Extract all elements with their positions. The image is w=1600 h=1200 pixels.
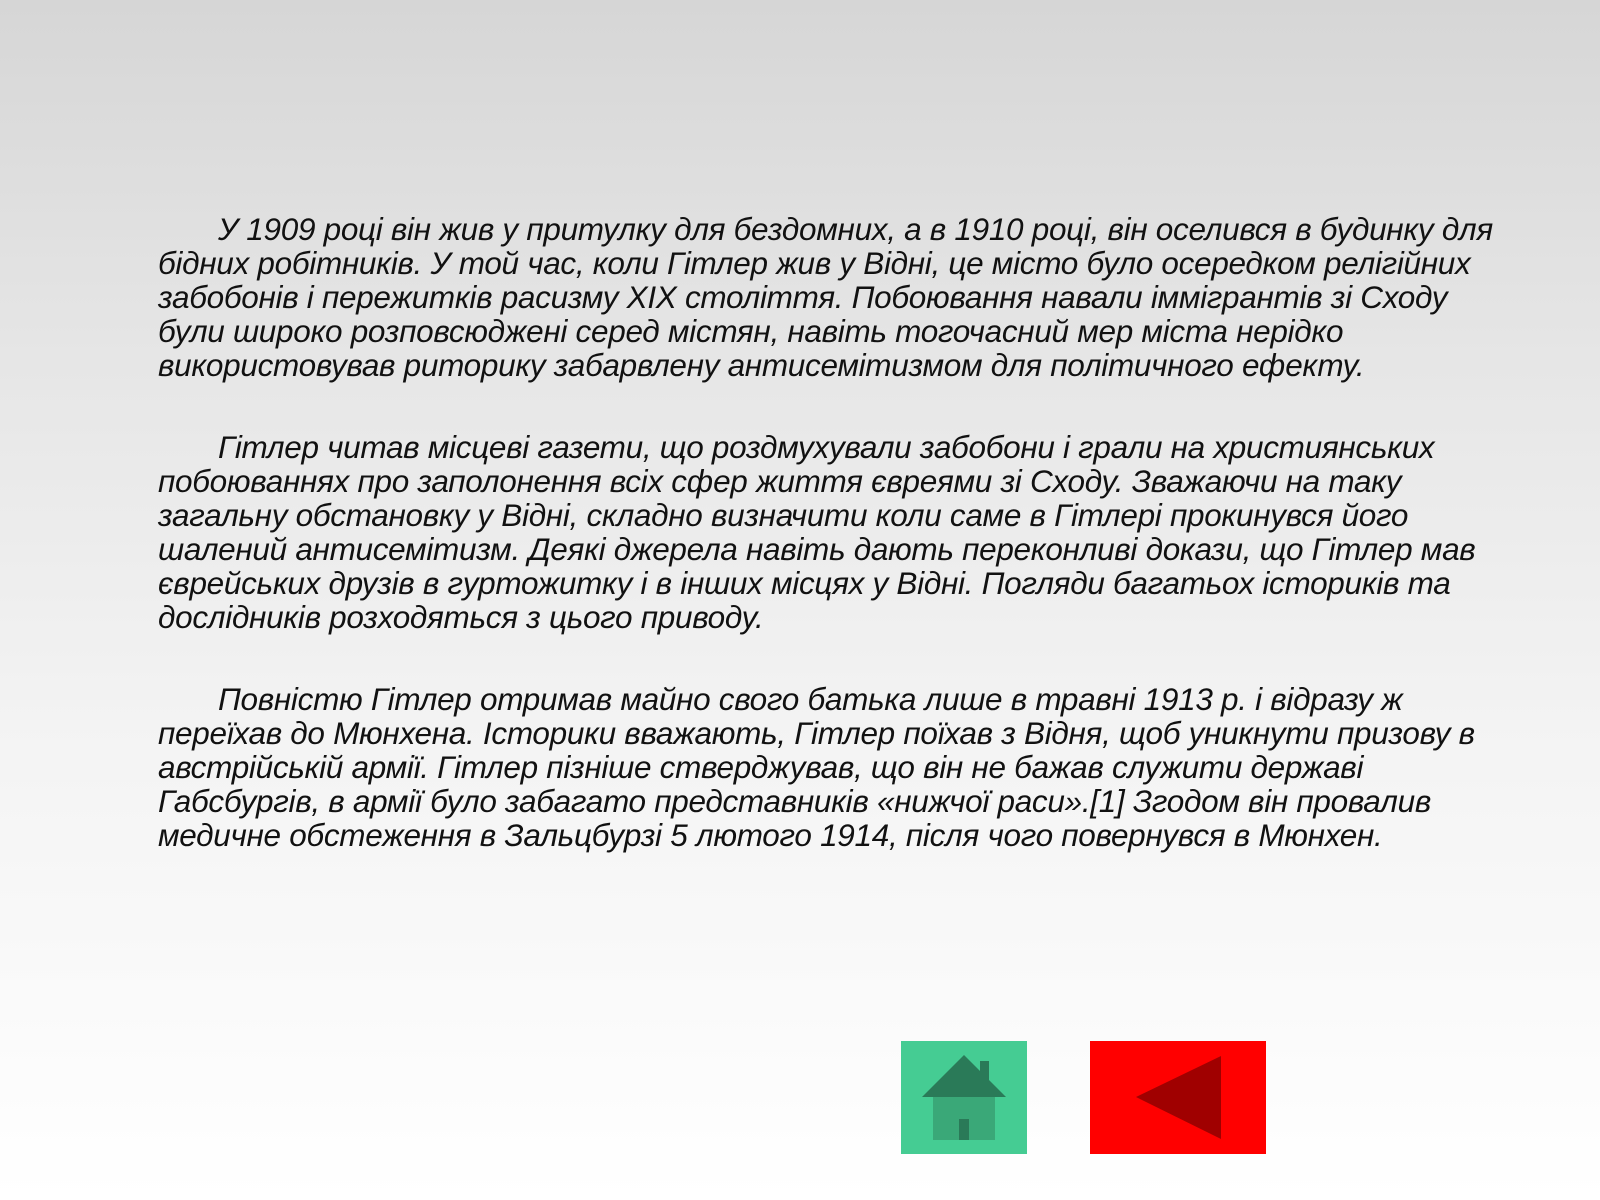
slide-text-body: [158, 212, 1508, 900]
home-button[interactable]: [901, 1041, 1027, 1154]
paragraph-3: Повністю Гітлер отримав майно свого батька лише в травні 1913 р. і відразу ж переїхав до Мюнхена. Історики вважають, Гітлер поїхав з Відня, щоб уникнути призову в австрійській армії. Гітлер пізніше стверджував, що він не бажав служити державі Габсбургів, в армії було забагато представників «нижчої раси».[1] Згодом він провалив медичне обстеження в Зальцбурзі 5 лютого 1914, після чого повернувся в Мюнхен.: [158, 681, 1475, 853]
home-icon: [901, 1041, 1027, 1154]
back-button[interactable]: [1090, 1041, 1266, 1154]
back-arrow-icon: [1090, 1041, 1266, 1154]
paragraph-2: Гітлер читав місцеві газети, що роздмухували забобони і грали на християнських побоюваннях про заполонення всіх сфер життя євреями зі Сходу. Зважаючи на таку загальну обстановку у Відні, складно визначити коли саме в Гітлері прокинувся його шалений антисемітизм. Деякі джерела навіть дають переконливі докази, що Гітлер мав єврейських друзів в гуртожитку і в інших місцях у Відні. Погляди багатьох істориків та дослідників розходяться з цього приводу.: [158, 429, 1476, 635]
paragraph-1: У 1909 році він жив у притулку для бездомних, а в 1910 році, він оселився в будинку для бідних робітників. У той час, коли Гітлер жив у Відні, це місто було осередком релігійних забобонів і пережитків расизму XIX століття. Побоювання навали іммігрантів зі Сходу були широко розповсюджені серед містян, навіть тогочасний мер міста нерідко використовував риторику забарвлену антисемітизмом для політичного ефекту.: [158, 211, 1493, 383]
